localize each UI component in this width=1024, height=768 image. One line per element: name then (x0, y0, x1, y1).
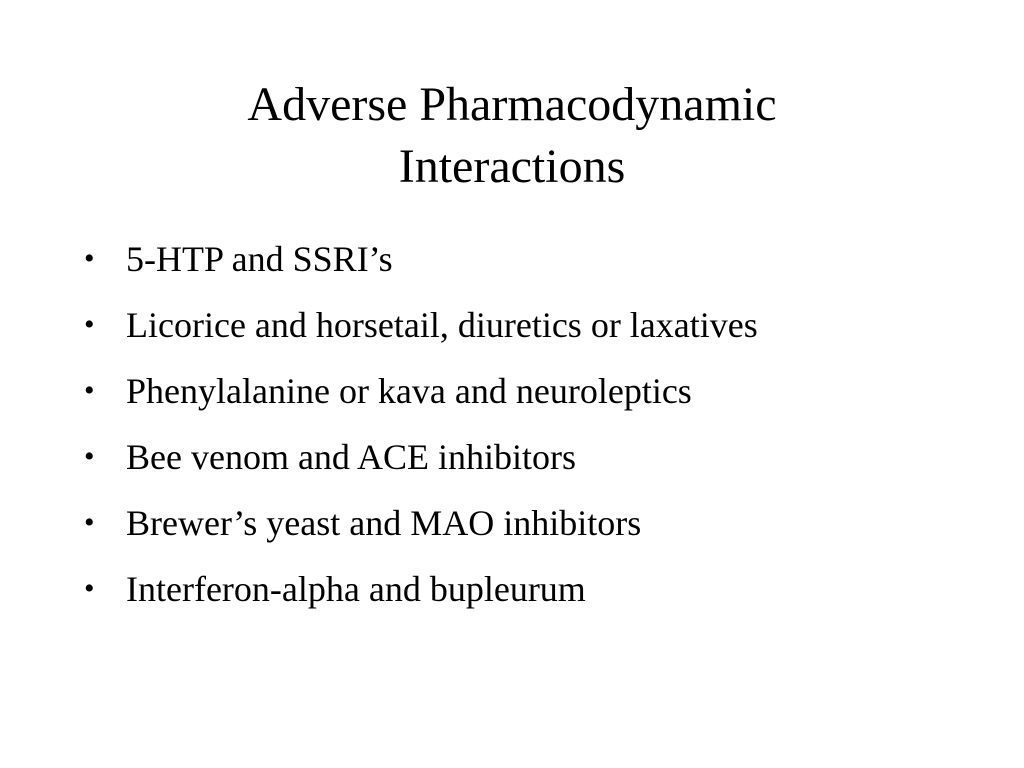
bullet-text: Interferon-alpha and bupleurum (126, 569, 586, 609)
bullet-icon: • (84, 374, 95, 407)
bullet-list (84, 230, 984, 626)
bullet-icon: • (84, 308, 95, 341)
bullet-text: Licorice and horsetail, diuretics or laxatives (126, 305, 758, 345)
bullet-item (84, 362, 984, 428)
bullet-text: Brewer’s yeast and MAO inhibitors (126, 503, 642, 543)
bullet-icon: • (84, 506, 95, 539)
bullet-item (84, 428, 984, 494)
bullet-icon: • (84, 440, 95, 473)
bullet-text: Bee venom and ACE inhibitors (126, 437, 576, 477)
bullet-icon: • (84, 572, 95, 605)
bullet-text: 5-HTP and SSRI’s (126, 239, 393, 279)
bullet-icon: • (84, 242, 95, 275)
bullet-item (84, 494, 984, 560)
bullet-item (84, 560, 984, 626)
slide-title-line-2: Interactions (398, 140, 626, 193)
bullet-item (84, 230, 984, 296)
bullet-text: Phenylalanine or kava and neuroleptics (126, 371, 692, 411)
bullet-item (84, 296, 984, 362)
slide-title (80, 74, 944, 198)
slide-title-line-1: Adverse Pharmacodynamic (247, 78, 777, 131)
